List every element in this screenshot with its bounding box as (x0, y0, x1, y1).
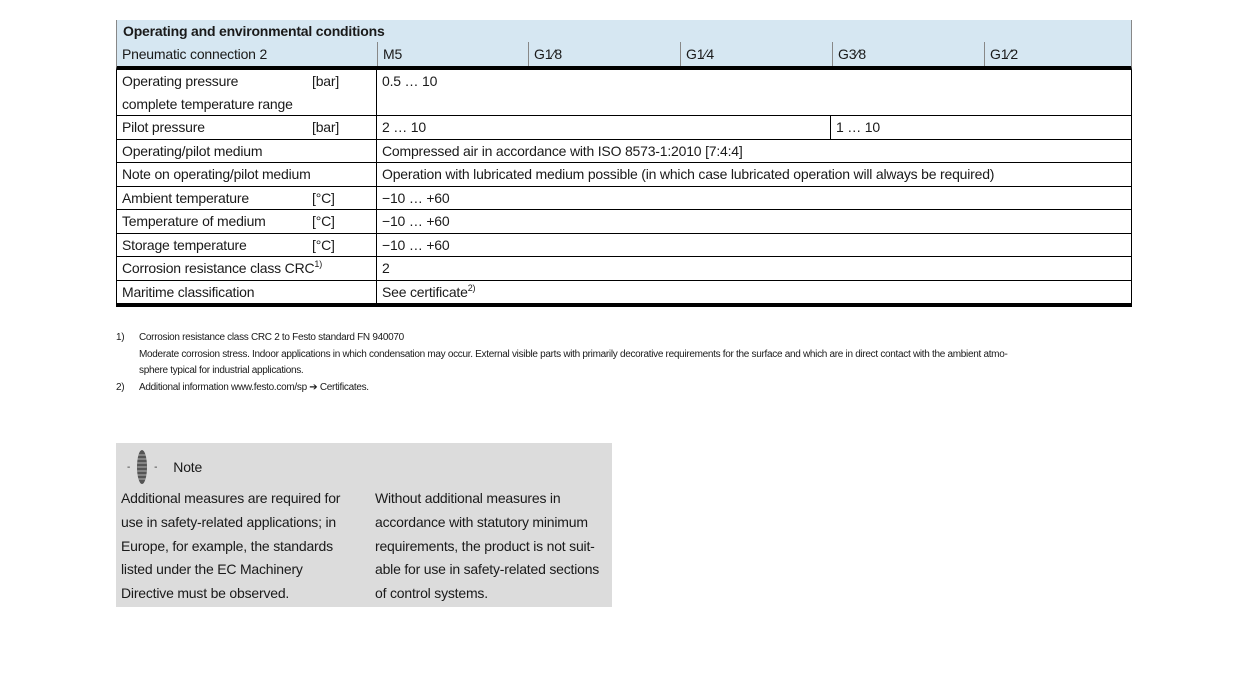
row-label: Storage temperature (122, 236, 247, 253)
table-row-medium-temperature (116, 210, 1132, 234)
row-value: 2 (382, 260, 390, 276)
row-value: −10 … +60 (382, 189, 450, 206)
footnote-ref: 2) (467, 282, 476, 293)
table-row-pilot-pressure (116, 116, 1132, 140)
row-value: −10 … +60 (382, 236, 450, 253)
table-row-note-medium (116, 163, 1132, 187)
row-label: Note on operating/pilot medium (122, 166, 311, 182)
table-row-medium (116, 140, 1132, 164)
row-unit: [°C] (312, 236, 335, 253)
note-line: Europe, for example, the standards (121, 537, 333, 554)
row-label: Pilot pressure (122, 119, 205, 135)
note-body (121, 487, 611, 606)
note-line: accordance with statutory minimum (375, 513, 588, 530)
footnote-number: 1) (116, 332, 125, 343)
note-box (116, 443, 612, 607)
footnotes (116, 330, 1116, 396)
note-line: use in safety-related applications; in (121, 513, 336, 530)
row-unit: [bar] (312, 119, 340, 135)
info-exclamation-icon: - - (121, 449, 163, 485)
col-header-g12: G1⁄2 (984, 42, 1133, 66)
footnote-2 (116, 380, 1116, 397)
footnote-text: Moderate corrosion stress. Indoor applications in which condensation may occur. External visible parts with primarily decorative requirements for the surface and which are in direct contact with the ambient atmo- (139, 348, 1008, 360)
note-line: Without additional measures in (375, 490, 561, 506)
row-label-sub: complete temperature range (122, 95, 293, 112)
col-header-g38: G3⁄8 (832, 42, 984, 66)
row-value: 2 … 10 (382, 119, 426, 135)
table-title: Operating and environmental conditions (116, 20, 1132, 42)
table-row-operating-pressure (116, 70, 1132, 116)
note-line: listed under the EC Machinery (121, 561, 303, 578)
table-row-maritime (116, 281, 1132, 308)
note-line: requirements, the product is not suit- (375, 537, 595, 554)
table-row-ambient-temperature (116, 187, 1132, 211)
table-row-crc (116, 257, 1132, 281)
note-title: Note (173, 459, 203, 475)
row-label: Corrosion resistance class CRC (122, 260, 315, 276)
note-line: of control systems. (375, 585, 488, 602)
row-label: Maritime classification (122, 283, 255, 300)
row-value: −10 … +60 (382, 213, 450, 229)
col-header-g14: G1⁄4 (680, 42, 832, 66)
note-line: able for use in safety-related sections (375, 561, 600, 578)
row-value: 1 … 10 (830, 116, 1131, 139)
col-header-g18: G1⁄8 (528, 42, 680, 66)
row-label: Ambient temperature (122, 189, 249, 206)
row-value: Operation with lubricated medium possible (in which case lubricated operation will always be required) (382, 166, 995, 182)
row-unit: [°C] (312, 213, 335, 229)
footnote-1 (116, 330, 1116, 380)
col-header-connection: Pneumatic connection 2 (122, 46, 268, 62)
row-value: Compressed air in accordance with ISO 8573-1:2010 [7:4:4] (382, 142, 743, 159)
row-unit: [°C] (312, 189, 335, 206)
row-label: Temperature of medium (122, 213, 266, 229)
col-header-m5: M5 (377, 42, 528, 66)
row-unit: [bar] (312, 73, 340, 89)
row-label: Operating pressure (122, 73, 239, 89)
note-line: Additional measures are required for (121, 490, 341, 506)
row-value: See certificate (382, 283, 468, 300)
footnote-text: Corrosion resistance class CRC 2 to Festo standard FN 940070 (139, 332, 404, 343)
note-line: Directive must be observed. (121, 585, 290, 602)
note-column-1 (121, 487, 375, 606)
footnote-text: sphere typical for industrial applications. (139, 365, 304, 376)
row-label: Operating/pilot medium (122, 142, 263, 159)
footnote-ref: 1) (314, 259, 323, 269)
footnote-text: Additional information www.festo.com/sp ➔ Certificates. (139, 381, 369, 393)
table-header-row (116, 42, 1132, 70)
table-row-storage-temperature (116, 234, 1132, 258)
operating-conditions-table (116, 20, 1132, 307)
note-column-2 (375, 487, 611, 606)
note-header (121, 447, 202, 487)
row-value: 0.5 … 10 (382, 73, 438, 89)
footnote-number: 2) (116, 381, 125, 393)
